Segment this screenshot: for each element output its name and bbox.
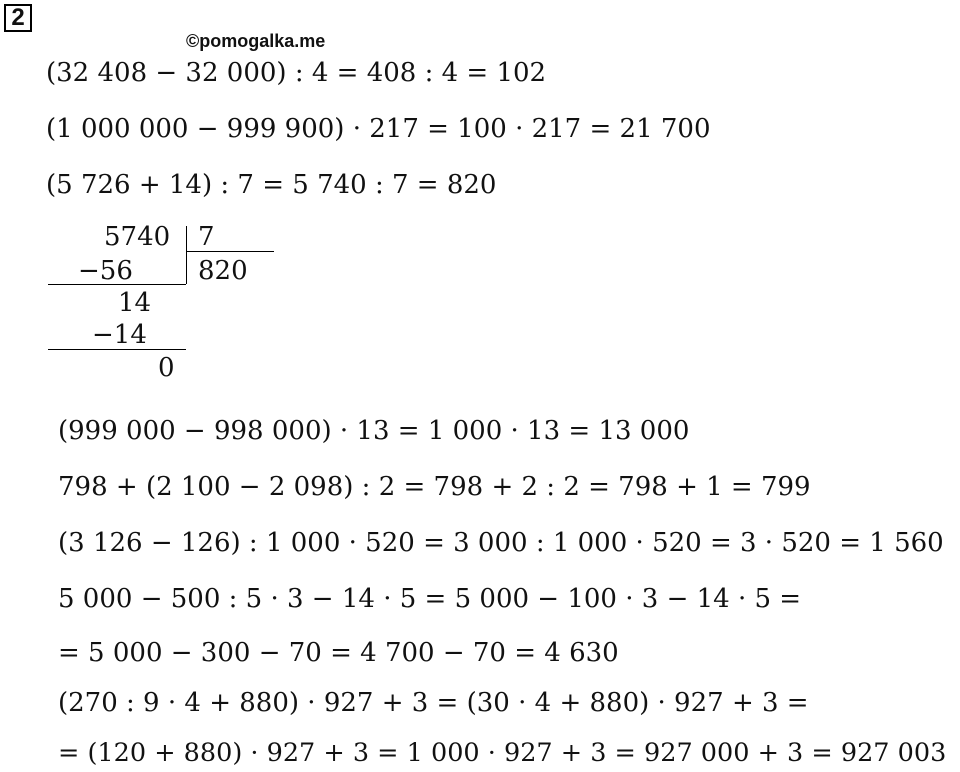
equation-line: (3 126 − 126) : 1 000 · 520 = 3 000 : 1 000 · 520 = 3 · 520 = 1 560 (58, 528, 944, 558)
division-step2-subtract: −14 (92, 320, 147, 350)
division-divisor-underline (186, 251, 274, 252)
equation-line: = 5 000 − 300 − 70 = 4 700 − 70 = 4 630 (58, 638, 619, 668)
division-divisor: 7 (198, 222, 215, 252)
division-step2-line (48, 349, 186, 350)
division-step1-subtract: −56 (78, 256, 133, 286)
equation-line: (32 408 − 32 000) : 4 = 408 : 4 = 102 (46, 58, 547, 88)
division-final-remainder: 0 (158, 353, 175, 383)
equation-line: (270 : 9 · 4 + 880) · 927 + 3 = (30 · 4 + 880) · 927 + 3 = (58, 688, 809, 718)
task-number-badge: 2 (4, 4, 32, 32)
division-step1-line (48, 284, 186, 285)
watermark: ©pomogalka.me (186, 31, 326, 51)
division-dividend: 5740 (104, 222, 171, 252)
equation-line: (999 000 − 998 000) · 13 = 1 000 · 13 = 13 000 (58, 416, 690, 446)
equation-line: = (120 + 880) · 927 + 3 = 1 000 · 927 + 3 = 927 000 + 3 = 927 003 (58, 738, 947, 768)
division-quotient: 820 (198, 256, 248, 286)
equation-line: 5 000 − 500 : 5 · 3 − 14 · 5 = 5 000 − 100 · 3 − 14 · 5 = (58, 584, 802, 614)
equation-line: 798 + (2 100 − 2 098) : 2 = 798 + 2 : 2 = 798 + 1 = 799 (58, 472, 811, 502)
equation-line: (1 000 000 − 999 900) · 217 = 100 · 217 = 21 700 (46, 114, 711, 144)
division-vertical-line (186, 226, 187, 284)
equation-line: (5 726 + 14) : 7 = 5 740 : 7 = 820 (46, 170, 497, 200)
division-step1-remainder: 14 (118, 288, 152, 318)
